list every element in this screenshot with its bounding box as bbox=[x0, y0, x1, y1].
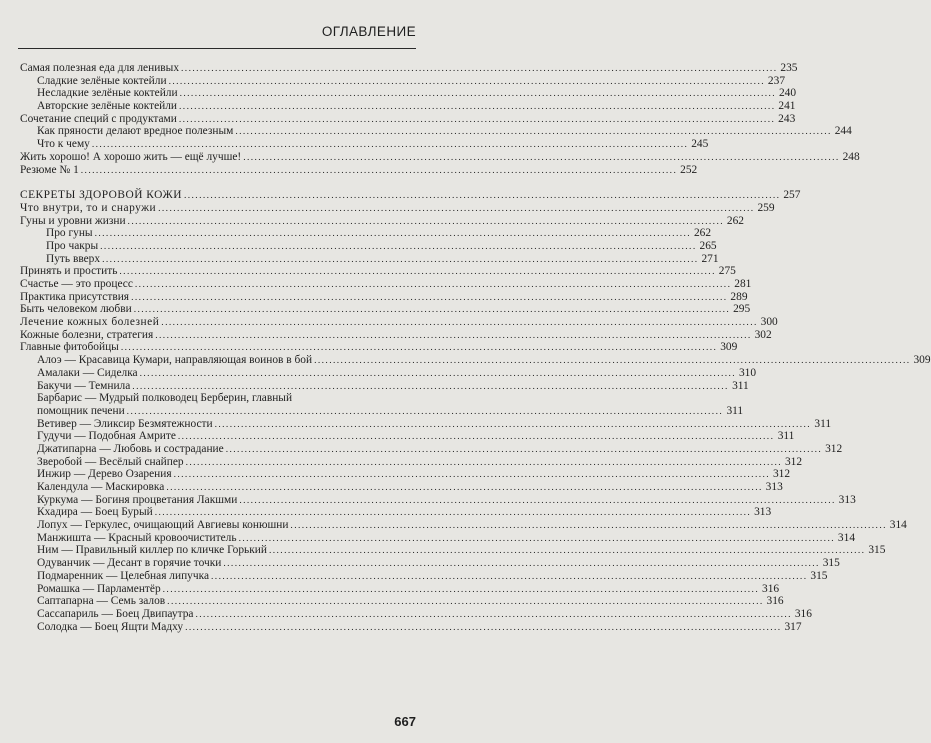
toc-entry[interactable] bbox=[20, 557, 840, 570]
toc-entry[interactable] bbox=[20, 290, 748, 304]
toc-entry[interactable] bbox=[20, 74, 786, 88]
toc-entry[interactable] bbox=[20, 468, 791, 481]
toc-entry-title: Что к чему bbox=[37, 138, 90, 151]
toc-entry-page: 295 bbox=[733, 303, 751, 316]
dot-leader bbox=[131, 292, 727, 305]
toc-entry[interactable] bbox=[20, 125, 852, 138]
toc-entry-page: 310 bbox=[738, 366, 757, 379]
toc-entry[interactable] bbox=[20, 303, 751, 316]
dot-leader bbox=[158, 203, 754, 216]
dot-leader bbox=[128, 216, 724, 229]
toc-entry-title: Как пряности делают вредное полезным bbox=[37, 125, 234, 138]
toc-entry-title: Практика присутствия bbox=[20, 290, 130, 303]
section-gap bbox=[20, 176, 386, 189]
toc-entry-page: 245 bbox=[691, 138, 709, 151]
toc-entry-page: 244 bbox=[834, 125, 852, 138]
page-number: 667 bbox=[394, 714, 416, 729]
toc-entry-page: 317 bbox=[784, 620, 802, 633]
toc-section-heading[interactable] bbox=[20, 189, 801, 202]
toc-entry-title: Про гуны bbox=[46, 227, 93, 240]
toc-entry-page: 248 bbox=[842, 150, 860, 163]
dot-leader bbox=[119, 266, 715, 279]
running-header bbox=[18, 24, 416, 49]
dot-leader bbox=[140, 368, 736, 381]
toc-entry-title: Подмаренник — Целебная липучка bbox=[37, 569, 210, 582]
toc-entry[interactable] bbox=[20, 214, 744, 228]
toc-entry-title: Кхадира — Боец Бурый bbox=[37, 506, 153, 519]
toc-entry[interactable] bbox=[20, 87, 797, 100]
toc-entry-title: Солодка — Боец Ящти Мадху bbox=[37, 620, 184, 633]
toc-entry[interactable] bbox=[20, 341, 738, 354]
toc-entry-continuation[interactable] bbox=[20, 404, 744, 418]
toc-entry-title: Ромашка — Парламентёр bbox=[37, 582, 161, 595]
toc-entry-title: Ветивер — Эликсир Безмятежности bbox=[37, 417, 213, 430]
toc-entry[interactable] bbox=[20, 455, 803, 469]
header-title: ОГЛАВЛЕНИЕ bbox=[321, 24, 416, 39]
dot-leader bbox=[239, 495, 835, 508]
dot-leader bbox=[226, 444, 822, 457]
toc-entry[interactable] bbox=[20, 252, 719, 266]
toc-entry-title: Манжишта — Красный кровоочиститель bbox=[37, 531, 237, 544]
toc-entry-page: 309 bbox=[913, 354, 931, 367]
toc-entry-page: 316 bbox=[766, 595, 784, 608]
toc-entry-title: Главные фитобойцы bbox=[20, 341, 119, 354]
dot-leader bbox=[95, 228, 691, 241]
dot-leader bbox=[81, 165, 677, 178]
toc-entry[interactable] bbox=[20, 531, 856, 545]
toc-entry-page: 252 bbox=[680, 163, 698, 176]
toc-entry-page: 281 bbox=[734, 278, 752, 290]
toc-entry-title: Барбарис — Мудрый полководец Берберин, главный bbox=[37, 392, 293, 405]
toc-entry-title: Бакучи — Темнила bbox=[37, 379, 131, 392]
toc-entry-title: Жить хорошо! А хорошо жить — ещё лучше! bbox=[20, 150, 242, 163]
toc-entry-page: 312 bbox=[825, 442, 843, 455]
toc-entry-page: 315 bbox=[868, 544, 886, 557]
toc-entry-title: Принять и простить bbox=[20, 265, 118, 278]
toc-entry-page: 262 bbox=[726, 214, 744, 227]
toc-entry[interactable] bbox=[20, 595, 784, 608]
toc-entry-title: Джатипарна — Любовь и сострадание bbox=[37, 442, 224, 455]
toc-entry-page: 309 bbox=[720, 341, 738, 354]
table-of-contents bbox=[20, 62, 931, 633]
toc-entry[interactable] bbox=[20, 569, 828, 583]
toc-entry[interactable] bbox=[20, 278, 752, 291]
toc-entry-title: Одуванчик — Десант в горячие точки bbox=[37, 557, 222, 570]
dot-leader bbox=[184, 190, 780, 203]
toc-entry-page: 271 bbox=[701, 252, 719, 265]
dot-leader bbox=[179, 114, 775, 127]
dot-leader bbox=[163, 584, 759, 597]
toc-entry-page: 262 bbox=[693, 227, 712, 240]
toc-entry-page: 312 bbox=[772, 468, 791, 481]
dot-leader bbox=[169, 76, 765, 89]
toc-entry-title: Авторские зелёные коктейли bbox=[37, 100, 178, 113]
dot-leader bbox=[211, 571, 807, 584]
toc-entry-page: 302 bbox=[754, 328, 772, 341]
toc-entry-page: 311 bbox=[726, 404, 744, 417]
toc-entry-title: Сочетание специй с продуктами bbox=[20, 112, 177, 125]
toc-entry-title: СЕКРЕТЫ ЗДОРОВОЙ КОЖИ bbox=[20, 189, 182, 202]
dot-leader bbox=[181, 63, 777, 76]
toc-entry-page: 314 bbox=[837, 531, 856, 544]
toc-entry-page: 257 bbox=[783, 189, 801, 202]
toc-entry-title-continued: помощник печени bbox=[37, 404, 125, 417]
toc-entry[interactable] bbox=[20, 430, 795, 443]
toc-entry-title: Саптапарна — Семь залов bbox=[37, 595, 166, 608]
toc-entry-title: Куркума — Богиня процветания Лакшми bbox=[37, 493, 238, 506]
toc-entry-page: 240 bbox=[778, 87, 797, 100]
toc-entry-page: 313 bbox=[838, 493, 856, 506]
toc-entry[interactable] bbox=[20, 506, 772, 519]
toc-entry[interactable] bbox=[20, 620, 802, 634]
toc-entry-title: Алоэ — Красавица Кумари, направляющая воинов в бой bbox=[37, 354, 313, 367]
toc-entry-title: Зверобой — Весёлый снайпер bbox=[37, 455, 184, 468]
dot-leader bbox=[166, 482, 762, 495]
toc-entry[interactable] bbox=[20, 493, 856, 507]
toc-entry[interactable] bbox=[20, 112, 796, 126]
dot-leader bbox=[235, 126, 831, 139]
toc-entry[interactable] bbox=[20, 354, 931, 367]
dot-leader bbox=[185, 622, 781, 635]
toc-entry-page: 259 bbox=[757, 201, 775, 214]
toc-entry-title: Резюме № 1 bbox=[20, 163, 79, 176]
dot-leader bbox=[243, 152, 839, 165]
toc-entry[interactable] bbox=[20, 544, 886, 557]
toc-entry-title: Про чакры bbox=[46, 239, 99, 252]
dot-leader bbox=[290, 520, 886, 533]
toc-entry-title: Гудучи — Подобная Амрите bbox=[37, 430, 176, 443]
toc-entry-page: 235 bbox=[780, 62, 798, 74]
toc-entry[interactable] bbox=[20, 519, 907, 532]
dot-leader bbox=[127, 406, 723, 419]
toc-entry[interactable] bbox=[20, 150, 860, 164]
dot-leader bbox=[161, 317, 757, 330]
toc-entry-page: 312 bbox=[784, 455, 803, 468]
dot-leader bbox=[269, 545, 865, 558]
toc-entry[interactable] bbox=[20, 328, 772, 342]
toc-entry[interactable] bbox=[20, 138, 709, 151]
toc-entry-title: Кожные болезни, стратегия bbox=[20, 328, 154, 341]
toc-entry-page: 314 bbox=[889, 519, 907, 532]
toc-entry-title: Путь вверх bbox=[46, 252, 101, 265]
toc-entry-title: Ним — Правильный киллер по кличке Горький bbox=[37, 544, 267, 557]
toc-entry[interactable] bbox=[20, 607, 812, 621]
dot-leader bbox=[179, 101, 775, 114]
dot-leader bbox=[195, 609, 791, 622]
toc-entry-title: Амалаки — Сиделка bbox=[37, 366, 138, 379]
toc-entry[interactable] bbox=[20, 227, 712, 240]
toc-entry-page: 311 bbox=[814, 417, 832, 430]
dot-leader bbox=[178, 431, 774, 444]
toc-entry[interactable] bbox=[20, 417, 832, 431]
toc-entry[interactable] bbox=[20, 239, 717, 253]
toc-entry-title: Лопух — Геркулес, очищающий Авгиевы конюшни bbox=[37, 519, 289, 532]
dot-leader bbox=[186, 457, 782, 470]
toc-entry-title: Гуны и уровни жизни bbox=[20, 214, 126, 227]
toc-entry-page: 311 bbox=[777, 430, 795, 443]
toc-entry[interactable] bbox=[20, 201, 775, 215]
dot-leader bbox=[102, 254, 698, 267]
toc-entry-page: 311 bbox=[732, 379, 749, 392]
toc-entry[interactable] bbox=[20, 442, 843, 456]
toc-entry-page: 315 bbox=[810, 569, 828, 582]
toc-entry-page: 289 bbox=[730, 290, 748, 303]
toc-entry[interactable] bbox=[20, 582, 780, 596]
toc-entry-page: 243 bbox=[778, 112, 796, 125]
toc-entry-title: Сладкие зелёные коктейли bbox=[37, 74, 167, 87]
dot-leader bbox=[314, 355, 910, 368]
toc-entry-title: Что внутри, то и снаружи bbox=[20, 201, 157, 214]
toc-entry-page: 241 bbox=[778, 100, 796, 113]
toc-entry-page: 275 bbox=[718, 265, 736, 278]
toc-entry[interactable] bbox=[20, 62, 798, 75]
toc-entry-title: Несладкие зелёные коктейли bbox=[37, 87, 178, 100]
toc-entry-page: 315 bbox=[822, 557, 840, 570]
toc-entry[interactable] bbox=[20, 366, 757, 380]
toc-entry[interactable] bbox=[20, 379, 749, 393]
dot-leader bbox=[239, 533, 835, 546]
toc-entry-title: Сассапариль — Боец Двипаутра bbox=[37, 607, 194, 620]
dot-leader bbox=[135, 279, 731, 292]
toc-entry-title: Быть человеком любви bbox=[20, 303, 132, 316]
dot-leader bbox=[167, 596, 763, 609]
toc-entry-title: Самая полезная еда для ленивых bbox=[20, 62, 180, 74]
dot-leader bbox=[180, 88, 776, 101]
dot-leader bbox=[223, 558, 819, 571]
toc-entry-page: 265 bbox=[699, 239, 717, 252]
toc-entry[interactable] bbox=[20, 100, 796, 113]
toc-entry[interactable] bbox=[20, 163, 698, 177]
toc-entry-page: 316 bbox=[762, 582, 780, 595]
toc-entry-title: Счастье — это процесс bbox=[20, 278, 133, 290]
dot-leader bbox=[174, 469, 770, 482]
dot-leader bbox=[215, 419, 811, 432]
toc-entry-first-line[interactable] bbox=[20, 392, 386, 405]
dot-leader bbox=[155, 330, 751, 343]
toc-entry-page: 300 bbox=[760, 316, 778, 329]
toc-entry-page: 316 bbox=[794, 607, 812, 620]
toc-entry-title: Инжир — Дерево Озарения bbox=[37, 468, 172, 481]
toc-entry-page: 313 bbox=[754, 506, 772, 519]
toc-entry-title: Лечение кожных болезней bbox=[20, 316, 160, 329]
toc-entry[interactable] bbox=[20, 481, 783, 494]
toc-entry[interactable] bbox=[20, 316, 778, 329]
toc-entry-page: 237 bbox=[767, 74, 786, 87]
dot-leader bbox=[134, 304, 730, 317]
toc-entry-title: Календула — Маскировка bbox=[37, 481, 165, 493]
toc-entry-page: 313 bbox=[765, 481, 783, 493]
dot-leader bbox=[100, 241, 696, 254]
toc-entry[interactable] bbox=[20, 265, 736, 278]
